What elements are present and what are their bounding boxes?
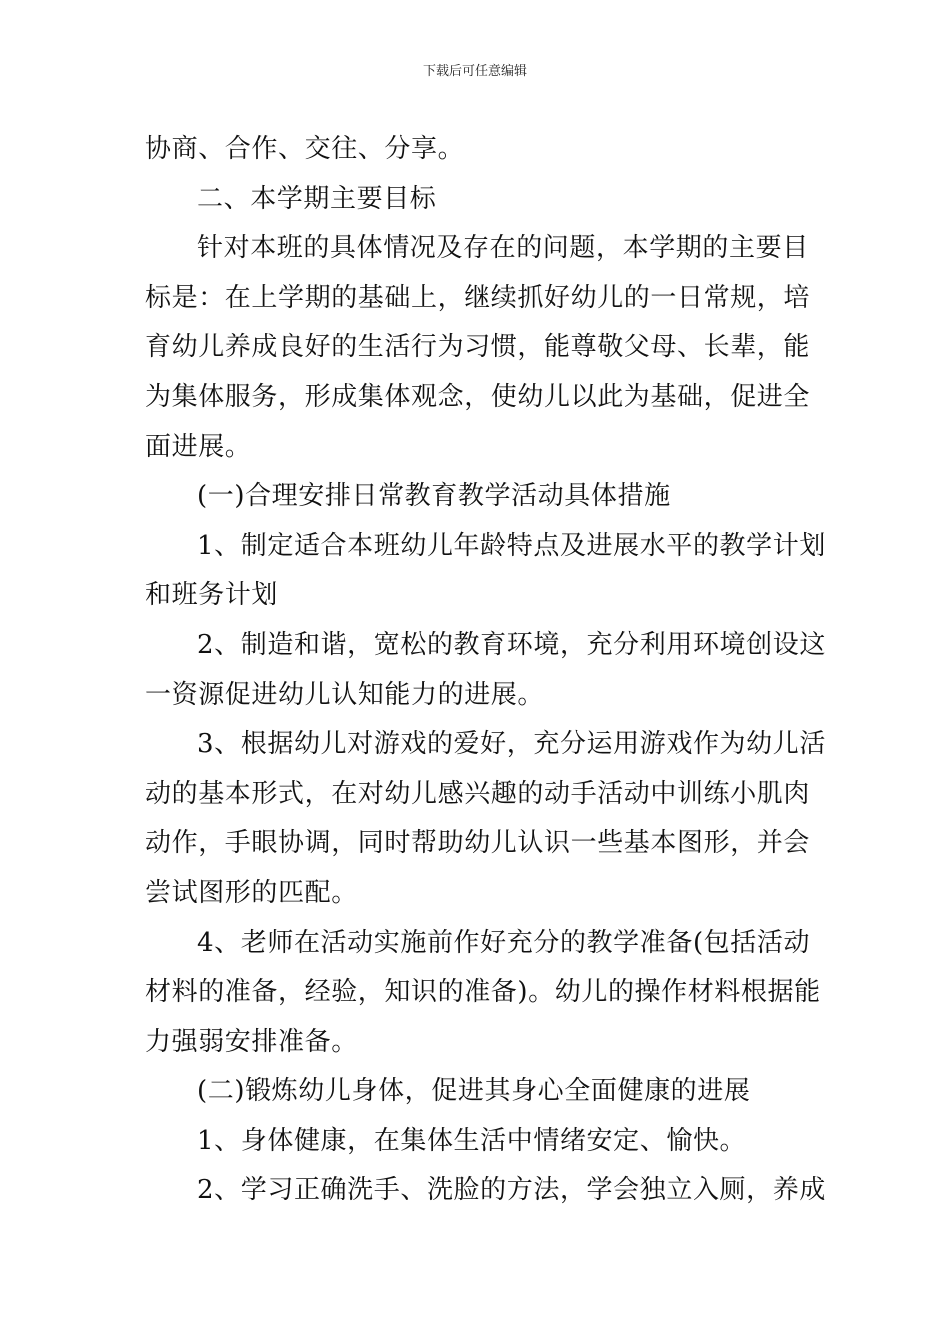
text-line: 材料的准备，经验，知识的准备)。幼儿的操作材料根据能 — [145, 977, 821, 1008]
text-line: 4、老师在活动实施前作好充分的教学准备(包括活动 — [197, 927, 811, 958]
text-line: 动的基本形式，在对幼儿感兴趣的动手活动中训练小肌肉 — [145, 778, 811, 809]
text-line: 尝试图形的匹配。 — [145, 877, 358, 908]
document-body — [145, 125, 826, 1216]
text-line: 1、身体健康，在集体生活中情绪安定、愉快。 — [197, 1125, 747, 1156]
section-heading: 二、本学期主要目标 — [197, 183, 437, 214]
text-line: 一资源促进幼儿认知能力的进展。 — [145, 679, 545, 710]
subsection-heading: (二)锻炼幼儿身体，促进其身心全面健康的进展 — [197, 1076, 751, 1107]
text-line: 标是：在上学期的基础上，继续抓好幼儿的一日常规，培 — [145, 282, 811, 313]
text-line: 2、制造和谐，宽松的教育环境，充分利用环境创设这 — [197, 629, 826, 660]
text-line: 3、根据幼儿对游戏的爱好，充分运用游戏作为幼儿活 — [197, 729, 826, 760]
text-line: 为集体服务，形成集体观念，使幼儿以此为基础，促进全 — [145, 381, 811, 412]
text-line: 针对本班的具体情况及存在的问题，本学期的主要目 — [197, 233, 809, 264]
text-line: 力强弱安排准备。 — [145, 1026, 358, 1057]
text-line: 育幼儿养成良好的生活行为习惯，能尊敬父母、长辈，能 — [145, 332, 811, 363]
text-line: 动作，手眼协调，同时帮助幼儿认识一些基本图形，并会 — [145, 828, 811, 859]
text-line: 和班务计划 — [145, 580, 279, 611]
subsection-heading: (一)合理安排日常教育教学活动具体措施 — [197, 481, 671, 512]
text-line: 1、制定适合本班幼儿年龄特点及进展水平的教学计划 — [197, 530, 826, 561]
text-line: 协商、合作、交往、分享。 — [145, 134, 465, 164]
page-header: 下载后可任意编辑 — [422, 64, 527, 79]
text-line: 面进展。 — [145, 431, 252, 462]
text-line: 2、学习正确洗手、洗脸的方法，学会独立入厕，养成 — [197, 1175, 826, 1206]
